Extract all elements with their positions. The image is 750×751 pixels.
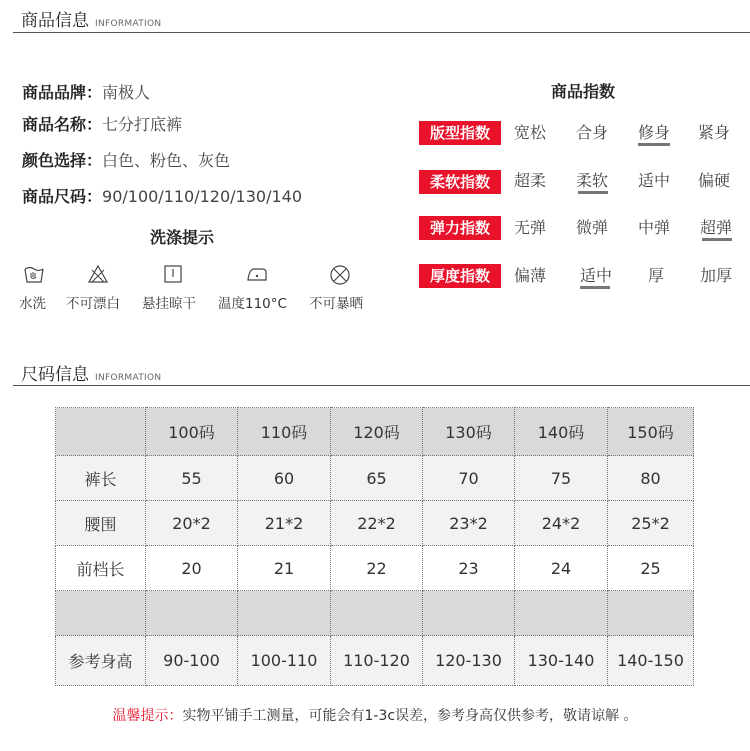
table-row	[56, 501, 694, 546]
index-tag-thickness: 厚度指数	[419, 264, 501, 288]
size-table	[55, 407, 694, 686]
table-cell: 前档长	[56, 546, 146, 591]
table-cell: 120-130	[423, 636, 515, 686]
table-cell: 21	[238, 546, 331, 591]
index-option: 适中	[637, 171, 670, 190]
table-cell	[56, 408, 146, 456]
index-selected-bar	[580, 286, 610, 289]
table-cell: 55	[146, 456, 238, 501]
index-option: 偏硬	[697, 171, 730, 190]
table-cell: 23*2	[423, 501, 515, 546]
info-color	[22, 148, 230, 171]
table-cell	[515, 591, 608, 636]
table-cell: 20*2	[146, 501, 238, 546]
info-brand	[22, 80, 150, 103]
table-cell: 130-140	[515, 636, 608, 686]
table-cell	[146, 591, 238, 636]
table-cell: 参考身高	[56, 636, 146, 686]
warm-tip	[0, 705, 750, 725]
index-tag-elasticity: 弹力指数	[419, 216, 501, 240]
table-header-row	[56, 408, 694, 456]
table-cell: 24	[515, 546, 608, 591]
index-selected-bar	[702, 238, 732, 241]
size-info-subtitle: INFORMATION	[95, 373, 162, 383]
table-cell: 140-150	[608, 636, 694, 686]
table-cell: 75	[515, 456, 608, 501]
index-selected-bar	[578, 191, 608, 194]
product-info-heading	[21, 6, 161, 31]
indices-title: 商品指数	[551, 82, 616, 101]
table-cell: 25*2	[608, 501, 694, 546]
table-cell: 70	[423, 456, 515, 501]
index-option: 超柔	[513, 171, 546, 190]
info-name-value: 七分打底裤	[102, 115, 183, 134]
index-option: 修身	[637, 123, 670, 142]
table-cell: 裤长	[56, 456, 146, 501]
info-size-value: 90/100/110/120/130/140	[102, 187, 303, 206]
table-cell: 65	[331, 456, 423, 501]
index-option: 超弹	[699, 218, 732, 237]
table-row	[56, 636, 694, 686]
table-cell	[608, 591, 694, 636]
iron-icon	[245, 264, 269, 284]
table-cell: 60	[238, 456, 331, 501]
table-cell	[56, 591, 146, 636]
index-option: 加厚	[699, 266, 732, 285]
warm-tip-label: 温馨提示：	[112, 708, 183, 724]
table-row	[56, 456, 694, 501]
table-cell: 110-120	[331, 636, 423, 686]
table-cell	[331, 591, 423, 636]
table-cell: 22	[331, 546, 423, 591]
index-option: 适中	[579, 266, 612, 285]
table-cell: 100-110	[238, 636, 331, 686]
table-cell: 25	[608, 546, 694, 591]
table-cell: 23	[423, 546, 515, 591]
info-size-label: 商品尺码：	[22, 187, 103, 206]
no-bleach-icon	[86, 264, 110, 284]
table-cell: 150码	[608, 408, 694, 456]
table-cell: 120码	[331, 408, 423, 456]
product-info-title: 商品信息	[21, 11, 89, 31]
info-brand-value: 南极人	[102, 83, 151, 102]
table-cell: 22*2	[331, 501, 423, 546]
wash-label-bleach: 不可漂白	[66, 296, 120, 312]
product-info-divider	[13, 32, 750, 33]
info-size	[22, 184, 302, 207]
hand-wash-icon	[22, 264, 46, 284]
index-option: 中弹	[637, 218, 670, 237]
index-selected-bar	[638, 143, 670, 146]
table-cell: 80	[608, 456, 694, 501]
table-cell: 21*2	[238, 501, 331, 546]
hang-dry-icon	[161, 264, 185, 284]
wash-label-hang: 悬挂晾干	[142, 296, 196, 312]
info-color-label: 颜色选择：	[22, 151, 103, 170]
warm-tip-text: 实物平铺手工测量，可能会有1-3c误差，参考身高仅供参考，敬请谅解 。	[182, 708, 638, 724]
index-option: 微弹	[575, 218, 608, 237]
info-name-label: 商品名称：	[22, 115, 103, 134]
info-color-value: 白色、粉色、灰色	[102, 151, 231, 170]
table-row	[56, 591, 694, 636]
table-cell: 90-100	[146, 636, 238, 686]
table-cell: 110码	[238, 408, 331, 456]
table-cell: 20	[146, 546, 238, 591]
info-brand-label: 商品品牌：	[22, 83, 103, 102]
size-info-title: 尺码信息	[21, 365, 89, 385]
table-cell: 腰围	[56, 501, 146, 546]
size-info-heading	[21, 360, 161, 385]
table-cell: 24*2	[515, 501, 608, 546]
table-cell: 100码	[146, 408, 238, 456]
index-tag-softness: 柔软指数	[419, 170, 501, 194]
table-cell: 130码	[423, 408, 515, 456]
table-cell: 140码	[515, 408, 608, 456]
info-name	[22, 112, 182, 135]
size-info-divider	[13, 385, 750, 386]
index-option: 合身	[575, 123, 608, 142]
washing-title: 洗涤提示	[150, 228, 215, 247]
wash-label-water: 水洗	[19, 296, 46, 312]
index-tag-fit: 版型指数	[419, 121, 501, 145]
wash-label-sun: 不可暴晒	[309, 296, 363, 312]
index-option: 偏薄	[513, 266, 546, 285]
index-option: 厚	[647, 266, 664, 285]
table-row	[56, 546, 694, 591]
table-cell	[423, 591, 515, 636]
index-option: 宽松	[513, 123, 546, 142]
index-option: 紧身	[697, 123, 730, 142]
product-info-subtitle: INFORMATION	[95, 19, 162, 29]
index-option: 柔软	[575, 171, 608, 190]
wash-label-iron: 温度110°C	[218, 296, 287, 312]
index-option: 无弹	[513, 218, 546, 237]
table-cell	[238, 591, 331, 636]
no-sun-icon	[328, 264, 352, 284]
